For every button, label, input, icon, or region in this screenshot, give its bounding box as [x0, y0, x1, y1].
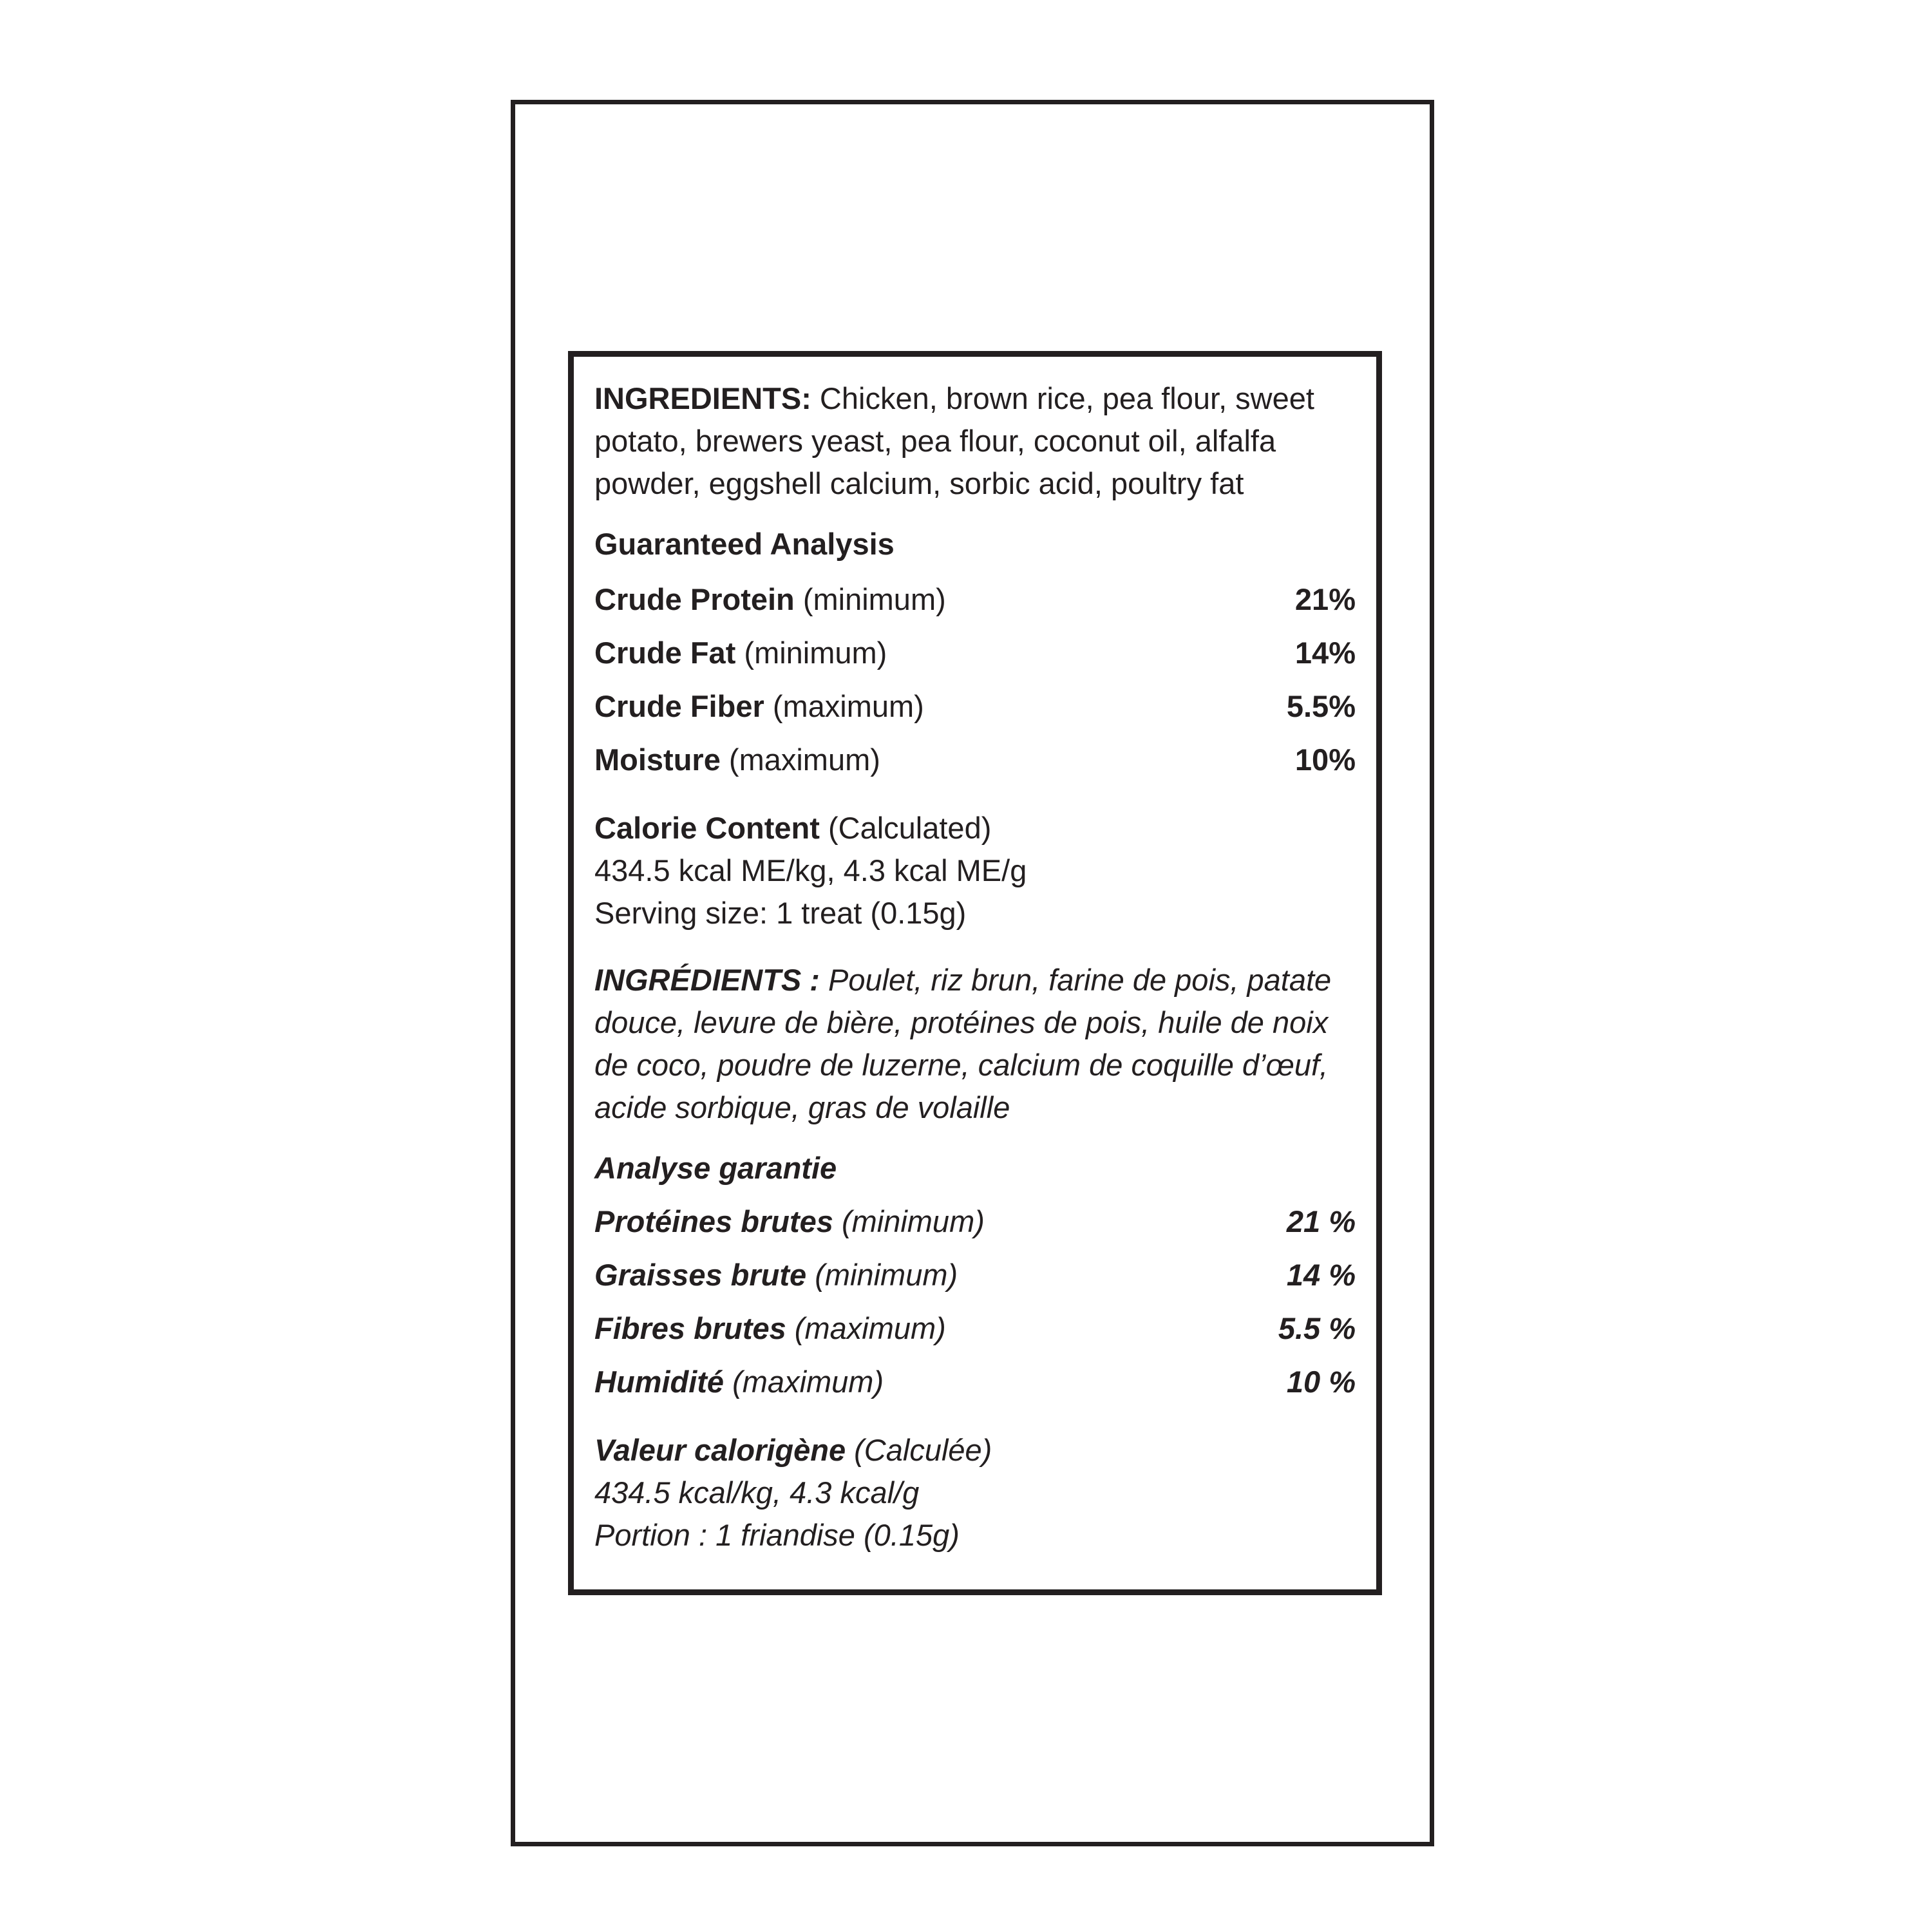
analysis-en-title: Guaranteed Analysis	[594, 527, 895, 561]
analysis-fr-name: Protéines brutes	[594, 1204, 833, 1238]
ingredients-fr-text: Poulet, riz brun, farine de pois, patate douce, levure de bière, protéines de pois, huile de noix de coco, poudre de luzerne, calcium de coquille d’œuf, acide sorbique, gras de volaille	[594, 963, 1332, 1124]
analysis-en-value: 21%	[1294, 582, 1356, 616]
serving-en: Serving size: 1 treat (0.15g)	[594, 896, 967, 930]
analysis-en-name: Crude Protein	[594, 582, 795, 616]
analysis-en-name: Crude Fiber	[594, 689, 764, 723]
analysis-fr-row	[594, 1200, 1356, 1243]
analysis-fr-row	[594, 1307, 1356, 1350]
analysis-en-qualifier: (minimum)	[794, 582, 946, 616]
analysis-fr-table	[594, 1200, 1356, 1403]
analysis-en-row	[594, 685, 1356, 728]
calorie-en-block	[594, 807, 1356, 934]
ingredients-en-label: INGREDIENTS:	[594, 381, 811, 415]
analysis-en-qualifier: (minimum)	[735, 636, 887, 670]
ingredients-en	[594, 377, 1356, 505]
analysis-fr-qualifier: (minimum)	[806, 1258, 958, 1292]
calorie-en-label: Calorie Content	[594, 811, 820, 845]
analysis-fr-row	[594, 1254, 1356, 1296]
serving-fr: Portion : 1 friandise (0.15g)	[594, 1518, 960, 1552]
analysis-fr-value: 5.5 %	[1278, 1311, 1356, 1345]
calorie-fr-label: Valeur calorigène	[594, 1433, 846, 1467]
calorie-fr-values: 434.5 kcal/kg, 4.3 kcal/g	[594, 1475, 920, 1510]
analysis-en-name: Moisture	[594, 743, 721, 777]
analysis-fr-name: Graisses brute	[594, 1258, 807, 1292]
analysis-fr-value: 14 %	[1286, 1258, 1356, 1292]
analysis-fr-name: Humidité	[594, 1365, 724, 1399]
calorie-fr-block	[594, 1429, 1356, 1557]
analysis-fr-qualifier: (maximum)	[724, 1365, 884, 1399]
ingredients-fr	[594, 959, 1356, 1129]
analysis-en-row	[594, 578, 1356, 621]
analysis-en-row	[594, 632, 1356, 674]
analysis-en-value: 5.5%	[1286, 689, 1356, 723]
analysis-en-value: 10%	[1294, 743, 1356, 777]
analysis-fr-qualifier: (minimum)	[833, 1204, 985, 1238]
analysis-en-name: Crude Fat	[594, 636, 736, 670]
calorie-en-qualifier: (Calculated)	[819, 811, 992, 845]
calorie-fr-qualifier: (Calculée)	[846, 1433, 992, 1467]
analysis-en-row	[594, 739, 1356, 781]
analysis-en-qualifier: (maximum)	[764, 689, 924, 723]
analysis-fr-title: Analyse garantie	[594, 1151, 837, 1185]
analysis-en-table	[594, 578, 1356, 781]
analysis-fr-qualifier: (maximum)	[786, 1311, 946, 1345]
ingredients-en-text: Chicken, brown rice, pea flour, sweet potato, brewers yeast, pea flour, coconut oil, alfalfa powder, eggshell calcium, sorbic acid, poultry fat	[594, 381, 1314, 500]
analysis-en-qualifier: (maximum)	[720, 743, 880, 777]
analysis-fr-name: Fibres brutes	[594, 1311, 786, 1345]
analysis-fr-value: 10 %	[1286, 1365, 1356, 1399]
analysis-fr-value: 21 %	[1286, 1204, 1356, 1238]
analysis-en-value: 14%	[1294, 636, 1356, 670]
nutrition-label-panel	[568, 351, 1382, 1595]
calorie-en-values: 434.5 kcal ME/kg, 4.3 kcal ME/g	[594, 853, 1027, 887]
ingredients-fr-label: INGRÉDIENTS :	[594, 963, 820, 997]
analysis-fr-row	[594, 1361, 1356, 1403]
